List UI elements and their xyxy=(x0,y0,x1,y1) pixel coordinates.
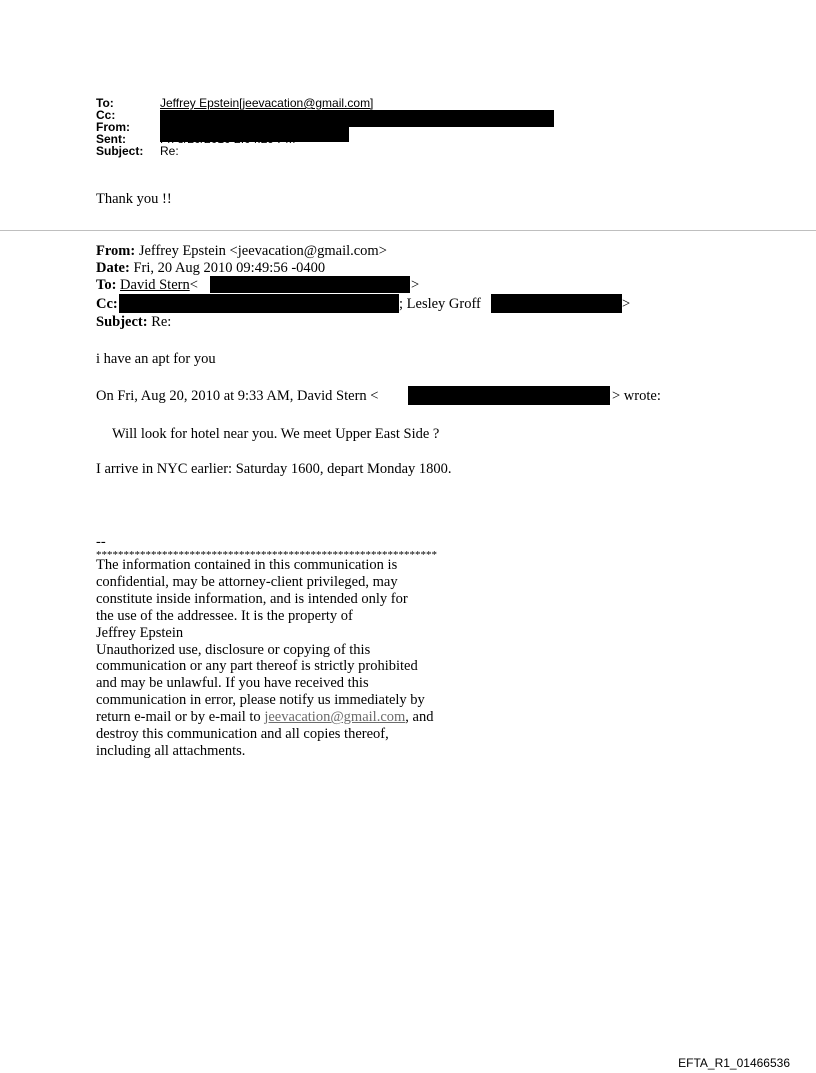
quoted-subject-label: Subject: xyxy=(96,314,148,330)
quoted-to-open: < xyxy=(189,277,198,293)
quoted-cc-tail: ; Lesley Groff xyxy=(399,296,481,312)
attribution-prefix: On Fri, Aug 20, 2010 at 9:33 AM, David Stern < xyxy=(96,388,379,404)
disclaimer-line: communication in error, please notify us immediately by xyxy=(96,692,425,709)
disclaimer-line: Unauthorized use, disclosure or copying of this xyxy=(96,641,371,658)
from-label: From: xyxy=(96,120,130,134)
quoted-cc-label: Cc: xyxy=(96,296,118,312)
header-to-row xyxy=(96,97,373,109)
redaction-attribution-email xyxy=(408,386,610,405)
disclaimer-line: and may be unlawful. If you have received this xyxy=(96,675,369,692)
redaction-cc-address xyxy=(119,294,399,313)
disclaimer-link-prefix: return e-mail or by e-mail to xyxy=(96,709,265,726)
quoted-from-value: Jeffrey Epstein <jeevacation@gmail.com> xyxy=(135,243,387,259)
disclaimer-link-suffix: , and xyxy=(405,709,434,726)
sent-label: Sent: xyxy=(96,132,126,146)
attribution-suffix: > wrote: xyxy=(612,388,661,404)
quoted-cc-close: > xyxy=(622,296,631,312)
quoted-from-label: From: xyxy=(96,243,136,259)
arrival-line: I arrive in NYC earlier: Saturday 1600, depart Monday 1800. xyxy=(96,461,452,477)
quoted-date-row xyxy=(96,260,325,276)
quoted-cc-row xyxy=(96,296,118,312)
disclaimer-line: communication or any part thereof is strictly prohibited xyxy=(96,658,418,675)
disclaimer-line: confidential, may be attorney-client privileged, may xyxy=(96,573,398,590)
separator-line xyxy=(0,230,816,231)
redaction-to-email xyxy=(210,276,410,293)
cc-label: Cc: xyxy=(96,108,116,122)
redaction-cc-groff-email xyxy=(491,294,622,313)
header-subject-row xyxy=(96,145,373,157)
redaction-from xyxy=(160,127,349,142)
quoted-subject-value: Re: xyxy=(147,314,172,330)
quoted-subject-row xyxy=(96,314,171,330)
disclaimer-line: the use of the addressee. It is the property of xyxy=(96,607,353,624)
redaction-cc xyxy=(160,110,554,127)
disclaimer-line: destroy this communication and all copies thereof, xyxy=(96,726,389,743)
quoted-body: i have an apt for you xyxy=(96,351,216,367)
subject-label: Subject: xyxy=(96,144,144,158)
nested-body: Will look for hotel near you. We meet Upper East Side ? xyxy=(112,426,440,442)
disclaimer-email-link[interactable]: jeevacation@gmail.com xyxy=(264,709,406,726)
to-value: Jeffrey Epstein[jeevacation@gmail.com] xyxy=(160,96,374,110)
signature-stars: ************************************************************** xyxy=(96,549,437,561)
to-label: To: xyxy=(96,96,114,110)
disclaimer-line: The information contained in this communication is xyxy=(96,557,398,573)
disclaimer-line: constitute inside information, and is intended only for xyxy=(96,590,408,607)
quoted-date-value: Fri, 20 Aug 2010 09:49:56 -0400 xyxy=(129,260,326,276)
subject-value: Re: xyxy=(160,144,179,158)
reply-body: Thank you !! xyxy=(96,191,172,207)
disclaimer-link-line xyxy=(96,709,433,726)
signature-dashes: -- xyxy=(96,534,106,550)
quoted-date-label: Date: xyxy=(96,260,130,276)
quoted-from-row xyxy=(96,243,387,259)
disclaimer-line: including all attachments. xyxy=(96,742,246,759)
quoted-to-row xyxy=(96,277,198,293)
quoted-to-label: To: xyxy=(96,277,117,293)
document-id-footer: EFTA_R1_01466536 xyxy=(678,1056,790,1070)
disclaimer-line: Jeffrey Epstein xyxy=(96,624,184,641)
quoted-to-name: David Stern xyxy=(120,277,190,293)
confidentiality-disclaimer xyxy=(96,557,433,760)
quoted-to-close: > xyxy=(411,277,420,293)
